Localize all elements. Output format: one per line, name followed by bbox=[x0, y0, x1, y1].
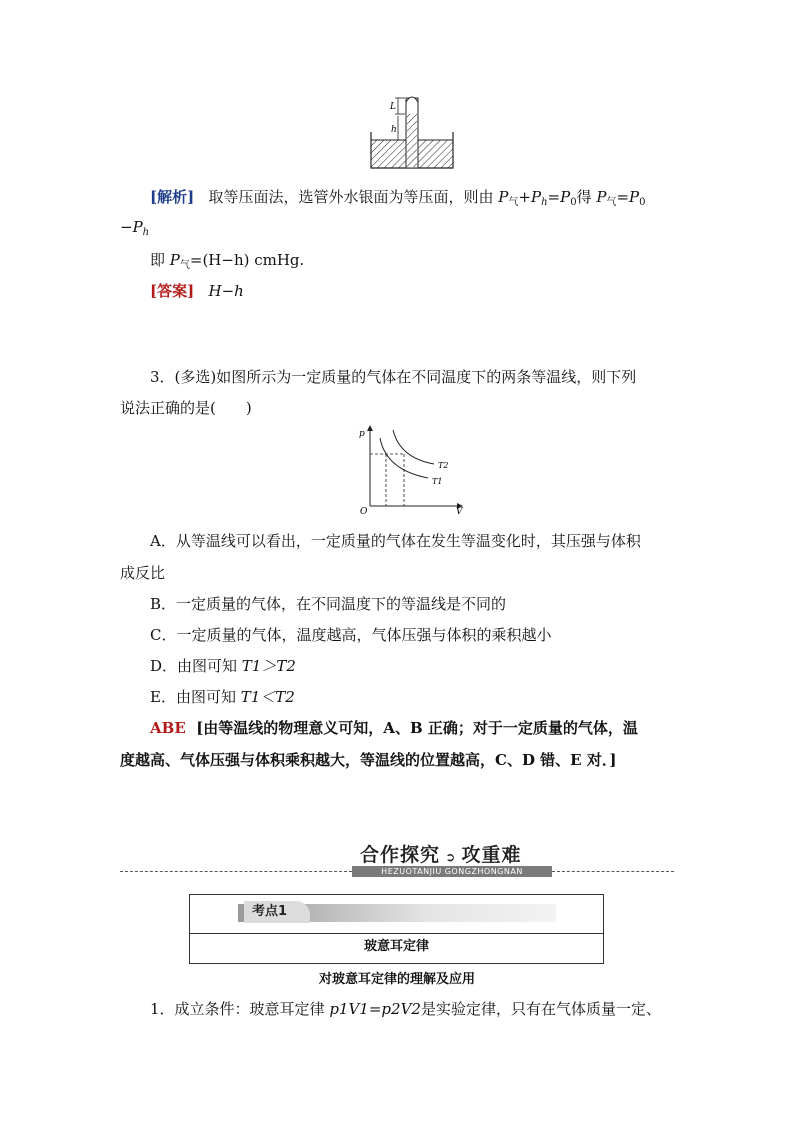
solution-text: 取等压面法，选管外水银面为等压面，则由 bbox=[208, 188, 499, 206]
option-a-line2: 成反比 bbox=[120, 564, 166, 582]
section-title-a: 合作探究 bbox=[360, 844, 441, 866]
option-d bbox=[150, 655, 296, 676]
word-de: 得 bbox=[576, 188, 597, 206]
axis-v-label: V bbox=[456, 507, 463, 516]
option-e-prefix: E．由图可知 bbox=[150, 688, 241, 706]
sub-h: h bbox=[142, 227, 150, 238]
var-P: P bbox=[498, 188, 509, 206]
sub-qi: 气 bbox=[508, 197, 519, 208]
curve-t2-label: T2 bbox=[438, 461, 449, 470]
var-P: P bbox=[169, 251, 180, 269]
para1-formula: p1V1=p2V2 bbox=[329, 1000, 421, 1018]
origin-label: O bbox=[360, 507, 368, 516]
option-e-relation: T1＜T2 bbox=[240, 688, 295, 706]
section-arrow-icon: ➲ bbox=[440, 850, 462, 864]
answer-explanation-line2: 度越高、气体压强与体积乘积越大，等温线的位置越高，C、D 错、E 对．] bbox=[120, 751, 617, 769]
axis-p-label: p bbox=[359, 429, 365, 439]
keypoint-tab: 考点1 bbox=[244, 901, 310, 923]
answer-value: H−h bbox=[208, 282, 244, 300]
var-P: P bbox=[132, 218, 143, 236]
section-pinyin: HEZUOTANJIU GONGZHONGNAN bbox=[352, 866, 552, 877]
word-ji: 即 bbox=[150, 251, 170, 269]
answer-label: [答案] bbox=[150, 282, 195, 300]
option-e bbox=[150, 686, 295, 707]
explanation-text-1: [由等温线的物理意义可知，A、B 正确；对于一定质量的气体，温 bbox=[196, 719, 638, 737]
para1-suffix: 是实验定律，只有在气体质量一定、 bbox=[420, 1000, 661, 1018]
solution-line-2 bbox=[120, 218, 149, 238]
op-minus: − bbox=[120, 218, 133, 236]
option-a-line1: A．从等温线可以看出，一定质量的气体在发生等温变化时，其压强与体积 bbox=[150, 532, 641, 550]
keypoint-subtitle: 对玻意耳定律的理解及应用 bbox=[318, 972, 475, 987]
para1-prefix: 1．成立条件：玻意耳定律 bbox=[150, 1000, 330, 1018]
option-d-prefix: D．由图可知 bbox=[150, 657, 242, 675]
answer-key: ABE bbox=[150, 719, 186, 737]
sub-0: 0 bbox=[639, 197, 646, 208]
section-title-b: 攻重难 bbox=[461, 844, 522, 866]
keypoint-divider bbox=[190, 933, 603, 934]
op-eq: = bbox=[616, 188, 630, 206]
question3-stem-line2: 说法正确的是( ) bbox=[120, 399, 252, 417]
curve-t1-label: T1 bbox=[432, 477, 443, 486]
var-P: P bbox=[596, 188, 607, 206]
solution-line-3 bbox=[150, 249, 304, 271]
var-P: P bbox=[560, 188, 571, 206]
keypoint-box bbox=[189, 894, 604, 964]
section-divider-right bbox=[552, 871, 674, 872]
isotherm-t2 bbox=[393, 430, 434, 464]
sub-0: 0 bbox=[570, 197, 577, 208]
section-divider-left bbox=[120, 871, 352, 872]
op-plus: + bbox=[518, 188, 531, 206]
solution-line-1 bbox=[150, 186, 645, 208]
answer-explanation-line1 bbox=[150, 717, 638, 738]
var-P: P bbox=[530, 188, 542, 206]
keypoint-title: 玻意耳定律 bbox=[363, 939, 429, 954]
label-L: L bbox=[390, 102, 396, 112]
sub-qi: 气 bbox=[606, 197, 617, 208]
solution-result: =(H−h) cmHg. bbox=[189, 251, 305, 269]
option-c: C．一定质量的气体，温度越高，气体压强与体积的乘积越小 bbox=[150, 626, 552, 644]
isotherm-graph bbox=[356, 424, 468, 516]
sub-h: h bbox=[541, 197, 548, 208]
tube-in-mercury-figure bbox=[368, 92, 458, 172]
label-h: h bbox=[391, 125, 397, 135]
option-d-relation: T1＞T2 bbox=[241, 657, 296, 675]
sub-qi: 气 bbox=[179, 260, 190, 271]
jiexi-label: [解析] bbox=[150, 188, 195, 206]
var-P: P bbox=[629, 188, 640, 206]
op-eq: = bbox=[547, 188, 561, 206]
question3-stem-line1: 3．(多选)如图所示为一定质量的气体在不同温度下的两条等温线，则下列 bbox=[150, 368, 637, 386]
keypoint-paragraph-1 bbox=[150, 998, 661, 1019]
option-b: B．一定质量的气体，在不同温度下的等温线是不同的 bbox=[150, 595, 507, 613]
answer-line bbox=[150, 280, 244, 301]
section-title bbox=[360, 840, 546, 866]
